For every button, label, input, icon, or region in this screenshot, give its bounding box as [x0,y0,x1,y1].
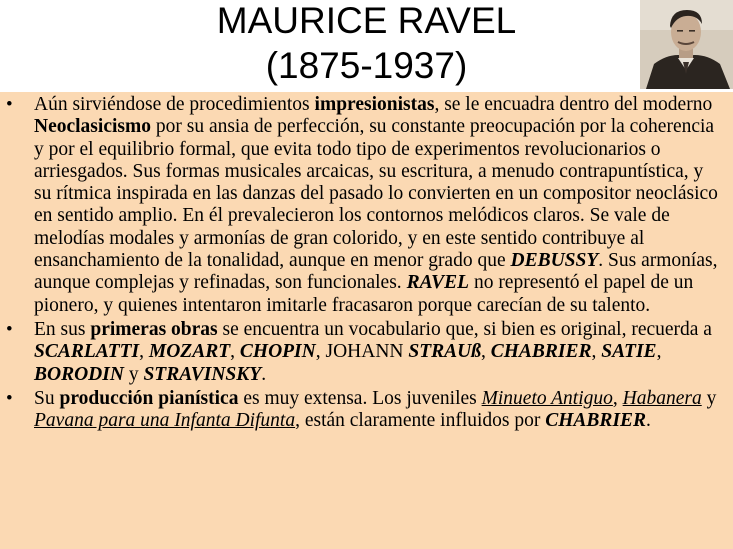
bullet-produccion-pianistica [0,388,733,433]
text: , [480,341,491,363]
text: es muy extensa. Los juveniles [238,387,482,409]
text: y [123,363,144,385]
composer-name: CHABRIER [545,410,647,432]
text: , [139,341,149,363]
bullet-primeras-obras [0,319,733,386]
composer-name: MOZART [148,341,231,363]
text: , se le encuadra dentro del moderno [434,94,713,115]
text: , están claramente influidos por [295,410,546,432]
bullet-impresionismo-neoclasicismo [0,94,733,317]
work-title-link[interactable]: Pavana para una Infanta Difunta [34,410,296,432]
keyword: impresionistas [314,94,435,115]
text: En sus [34,318,91,340]
composer-name: CHOPIN [239,341,316,363]
text: no representó el papel de un pionero, y quienes intentaron imitarle fracasaron porque carecían de su talento. [34,272,694,316]
text: , [230,341,240,363]
portrait-drawing [640,0,733,89]
text: Su [34,387,60,409]
keyword: Neoclasicismo [34,116,151,138]
composer-name: RAVEL [406,272,470,294]
composer-name: STRAUß [408,341,481,363]
portrait-image [640,0,733,89]
bullet-dot: • [6,387,13,409]
text: , JOHANN [315,341,409,363]
text: por su ansia de perfección, su constante preocupación por la coherencia y por el equilibrio formal, que evita todo tipo de experimentos revolucionarios o arriesgados. Sus formas musicales arcaicas, su escritura, a menudo contrapuntística, y su rítmica inspirada en las danzas del pasado lo convierten en un compositor neoclásico en sentido amplio. En él prevalecieron los contornos melódicos claros. Se vale de melodías modales y armonías de gran colorido, y en este sentido contribuye al ensanchamiento de la tonalidad, aunque en menor grado que [34,116,718,272]
text: y [701,387,717,409]
text: , [591,341,602,363]
text: . Sus armonías, aunque complejas y refinadas, son funcionales. [34,250,718,294]
keyword: producción pianística [59,387,239,409]
slide-subtitle-dates: (1875-1937) [265,45,468,86]
title-area [0,0,733,92]
composer-name: STRAVINSKY [143,363,262,385]
bullet-dot: • [6,318,13,340]
text: , [612,387,623,409]
text: se encuentra un vocabulario que, si bien es original, recuerda a [217,318,712,340]
composer-name: CHABRIER [490,341,592,363]
text: Aún sirviéndose de procedimientos [34,94,315,115]
work-title-link[interactable]: Minueto Antiguo [481,387,613,409]
bullet-list [0,94,733,434]
composer-name: DEBUSSY [510,250,599,272]
text: . [646,410,651,432]
content-area [0,92,733,549]
bullet-dot: • [6,94,13,115]
text: , [656,341,662,363]
composer-name: SATIE [601,341,657,363]
slide-title: MAURICE RAVEL [216,0,517,41]
work-title-link[interactable]: Habanera [622,387,702,409]
composer-name: BORODIN [34,363,124,385]
keyword: primeras obras [90,318,218,340]
text: . [261,363,267,385]
composer-name: SCARLATTI [34,341,140,363]
